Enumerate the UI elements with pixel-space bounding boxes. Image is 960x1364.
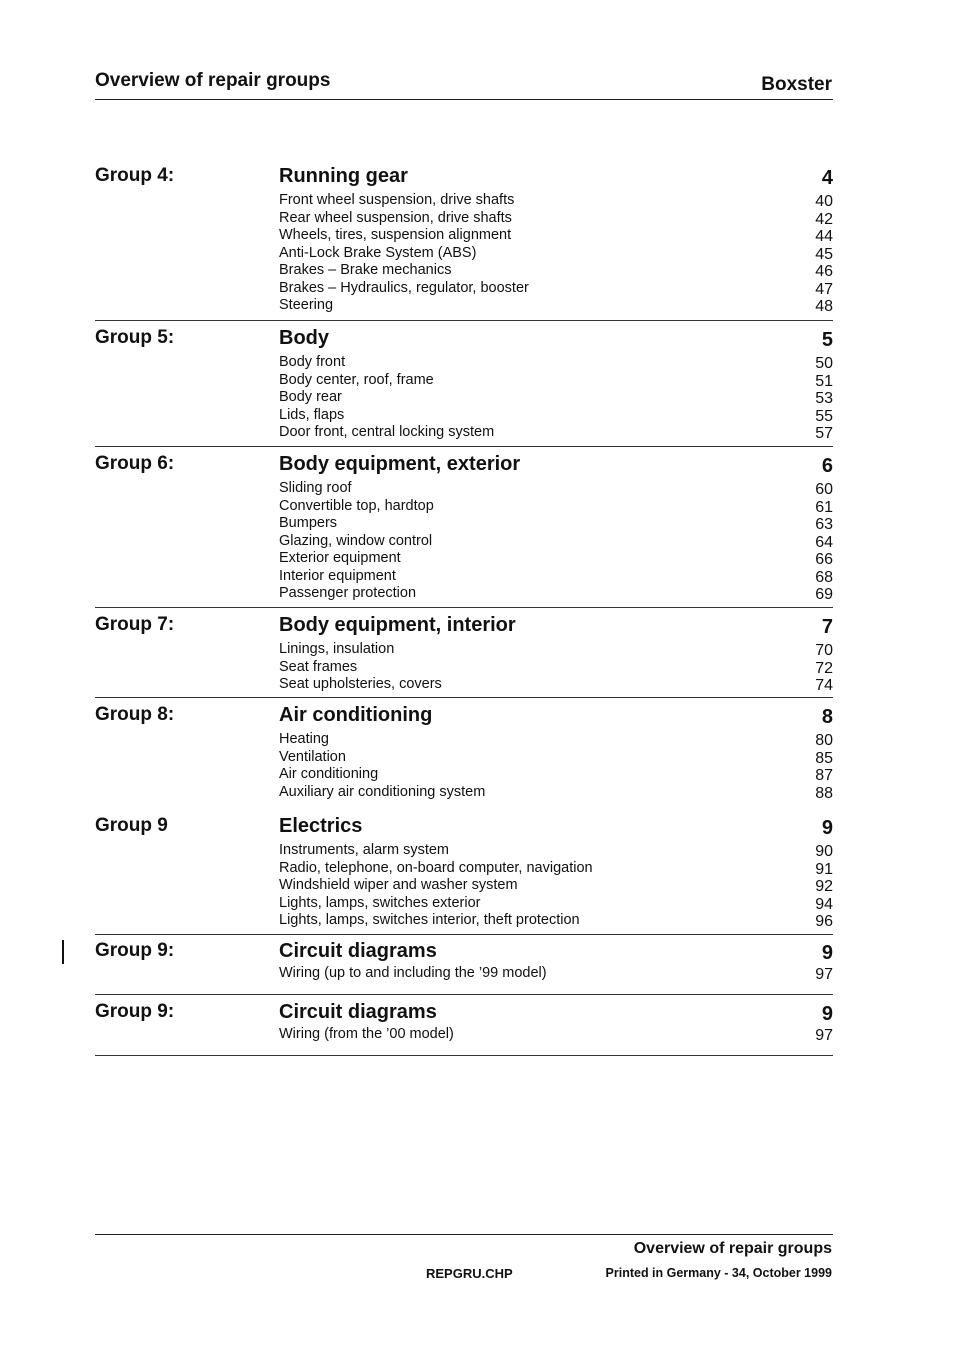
group-label: Group 5:: [95, 327, 175, 348]
group-number: 7: [821, 616, 833, 638]
item-page: 40: [815, 193, 833, 210]
item-page: 92: [815, 878, 833, 895]
group-label: Group 6:: [95, 453, 175, 474]
item-name: Air conditioning: [279, 766, 379, 782]
group-title: Body equipment, interior: [279, 614, 516, 636]
list-item: [279, 842, 833, 860]
item-page: 66: [815, 551, 833, 568]
group-divider: [95, 994, 833, 995]
item-name: Convertible top, hardtop: [279, 497, 434, 514]
list-item: [279, 749, 833, 767]
item-name: Bumpers: [279, 515, 338, 531]
item-list: [279, 731, 833, 801]
group-label: Group 9: [95, 815, 168, 836]
group-label: Group 9:: [95, 940, 175, 961]
list-item: [279, 515, 833, 533]
item-name: Seat upholsteries, covers: [279, 676, 442, 692]
group-number: 9: [821, 942, 833, 964]
item-list: [279, 842, 833, 930]
group-divider: [95, 607, 833, 608]
list-item: [279, 860, 833, 878]
item-name: Wiring (up to and including the ’99 model): [279, 965, 547, 981]
group-divider: [95, 320, 833, 321]
footer-printed-info: Printed in Germany - 34, October 1999: [605, 1266, 832, 1280]
item-page: 44: [815, 228, 833, 245]
list-item: [279, 498, 833, 516]
item-name: Passenger protection: [279, 585, 417, 601]
item-name: Brakes – Hydraulics, regulator, booster: [279, 279, 529, 296]
item-page: 70: [815, 642, 833, 659]
list-item: [279, 641, 833, 659]
item-page: 80: [815, 732, 833, 749]
list-item: [279, 963, 833, 984]
item-name: Front wheel suspension, drive shafts: [279, 192, 515, 208]
list-item: [279, 784, 833, 802]
item-name: Heating: [279, 731, 329, 747]
item-page: 60: [815, 481, 833, 498]
list-item: [279, 480, 833, 498]
item-page: 97: [815, 1027, 833, 1044]
item-name: Wiring (from the ’00 model): [279, 1026, 454, 1042]
item-page: 74: [815, 677, 833, 694]
item-list: [279, 641, 833, 694]
item-name: Body front: [279, 354, 346, 370]
item-page: 87: [815, 767, 833, 784]
item-page: 90: [815, 843, 833, 860]
item-page: 53: [815, 390, 833, 407]
header-divider: [95, 99, 833, 100]
list-item: [279, 912, 833, 930]
item-name: Auxiliary air conditioning system: [279, 783, 486, 800]
item-name: Instruments, alarm system: [279, 842, 450, 858]
item-page: 55: [815, 407, 833, 425]
list-item: [279, 389, 833, 407]
group-number: 6: [821, 455, 833, 477]
item-name: Wheels, tires, suspension alignment: [279, 227, 512, 243]
item-name: Brakes – Brake mechanics: [279, 262, 452, 278]
group-title: Electrics: [279, 815, 363, 837]
item-page: 46: [815, 263, 833, 280]
group-divider: [95, 1055, 833, 1056]
item-name: Interior equipment: [279, 567, 396, 584]
list-item: [279, 731, 833, 749]
group-title: Body: [279, 327, 329, 349]
item-page: 68: [815, 568, 833, 586]
item-name: Sliding roof: [279, 480, 352, 496]
item-page: 61: [815, 498, 833, 516]
list-item: [279, 895, 833, 913]
header-model: Boxster: [761, 74, 832, 95]
group-label: Group 7:: [95, 614, 175, 635]
group-label: Group 4:: [95, 165, 175, 186]
list-item: [279, 407, 833, 425]
item-name: Steering: [279, 297, 334, 313]
item-page: 50: [815, 355, 833, 372]
item-list: [279, 1024, 833, 1045]
list-item: [279, 550, 833, 568]
item-page: 57: [815, 425, 833, 442]
item-name: Door front, central locking system: [279, 424, 495, 440]
list-item: [279, 297, 833, 315]
item-page: 64: [815, 533, 833, 551]
item-name: Ventilation: [279, 748, 346, 765]
item-name: Seat frames: [279, 658, 358, 675]
item-name: Lights, lamps, switches exterior: [279, 894, 481, 911]
item-page: 51: [815, 372, 833, 390]
list-item: [279, 424, 833, 442]
list-item: [279, 585, 833, 603]
list-item: [279, 227, 833, 245]
list-item: [279, 568, 833, 586]
item-name: Linings, insulation: [279, 641, 395, 657]
list-item: [279, 676, 833, 694]
group-divider: [95, 934, 833, 935]
item-page: 69: [815, 586, 833, 603]
item-page: 72: [815, 659, 833, 677]
list-item: [279, 533, 833, 551]
group-title: Air conditioning: [279, 704, 433, 726]
item-page: 96: [815, 913, 833, 930]
item-page: 48: [815, 298, 833, 315]
item-page: 45: [815, 245, 833, 263]
group-title: Circuit diagrams: [279, 940, 437, 962]
list-item: [279, 245, 833, 263]
item-name: Windshield wiper and washer system: [279, 877, 518, 893]
item-list: [279, 963, 833, 984]
item-list: [279, 192, 833, 315]
list-item: [279, 766, 833, 784]
list-item: [279, 1024, 833, 1045]
change-bar: [62, 940, 64, 964]
item-name: Rear wheel suspension, drive shafts: [279, 209, 512, 226]
item-name: Anti-Lock Brake System (ABS): [279, 244, 477, 261]
group-number: 4: [821, 167, 833, 189]
item-page: 42: [815, 210, 833, 228]
group-label: Group 8:: [95, 704, 175, 725]
list-item: [279, 262, 833, 280]
list-item: [279, 210, 833, 228]
list-item: [279, 280, 833, 298]
list-item: [279, 372, 833, 390]
item-name: Body center, roof, frame: [279, 371, 434, 388]
item-list: [279, 354, 833, 442]
group-divider: [95, 697, 833, 698]
item-page: 97: [815, 966, 833, 983]
list-item: [279, 877, 833, 895]
list-item: [279, 192, 833, 210]
group-title: Body equipment, exterior: [279, 453, 521, 475]
group-number: 9: [821, 1003, 833, 1025]
footer-file-name: REPGRU.CHP: [426, 1266, 513, 1281]
item-name: Lids, flaps: [279, 406, 345, 423]
footer-section-title: Overview of repair groups: [633, 1240, 832, 1257]
item-page: 47: [815, 280, 833, 298]
item-list: [279, 480, 833, 603]
footer-divider: [95, 1234, 833, 1235]
item-name: Radio, telephone, on-board computer, navigation: [279, 859, 593, 876]
item-page: 91: [815, 860, 833, 878]
item-name: Exterior equipment: [279, 550, 401, 566]
group-number: 9: [821, 817, 833, 839]
item-page: 85: [815, 749, 833, 767]
item-page: 94: [815, 895, 833, 913]
item-name: Lights, lamps, switches interior, theft protection: [279, 912, 580, 928]
group-divider: [95, 446, 833, 447]
item-name: Body rear: [279, 389, 342, 405]
item-page: 88: [815, 784, 833, 802]
item-name: Glazing, window control: [279, 532, 433, 549]
group-number: 8: [821, 706, 833, 728]
group-label: Group 9:: [95, 1001, 175, 1022]
list-item: [279, 659, 833, 677]
group-number: 5: [821, 329, 833, 351]
group-title: Circuit diagrams: [279, 1001, 437, 1023]
item-page: 63: [815, 516, 833, 533]
header-title: Overview of repair groups: [95, 70, 331, 91]
list-item: [279, 354, 833, 372]
group-title: Running gear: [279, 165, 408, 187]
